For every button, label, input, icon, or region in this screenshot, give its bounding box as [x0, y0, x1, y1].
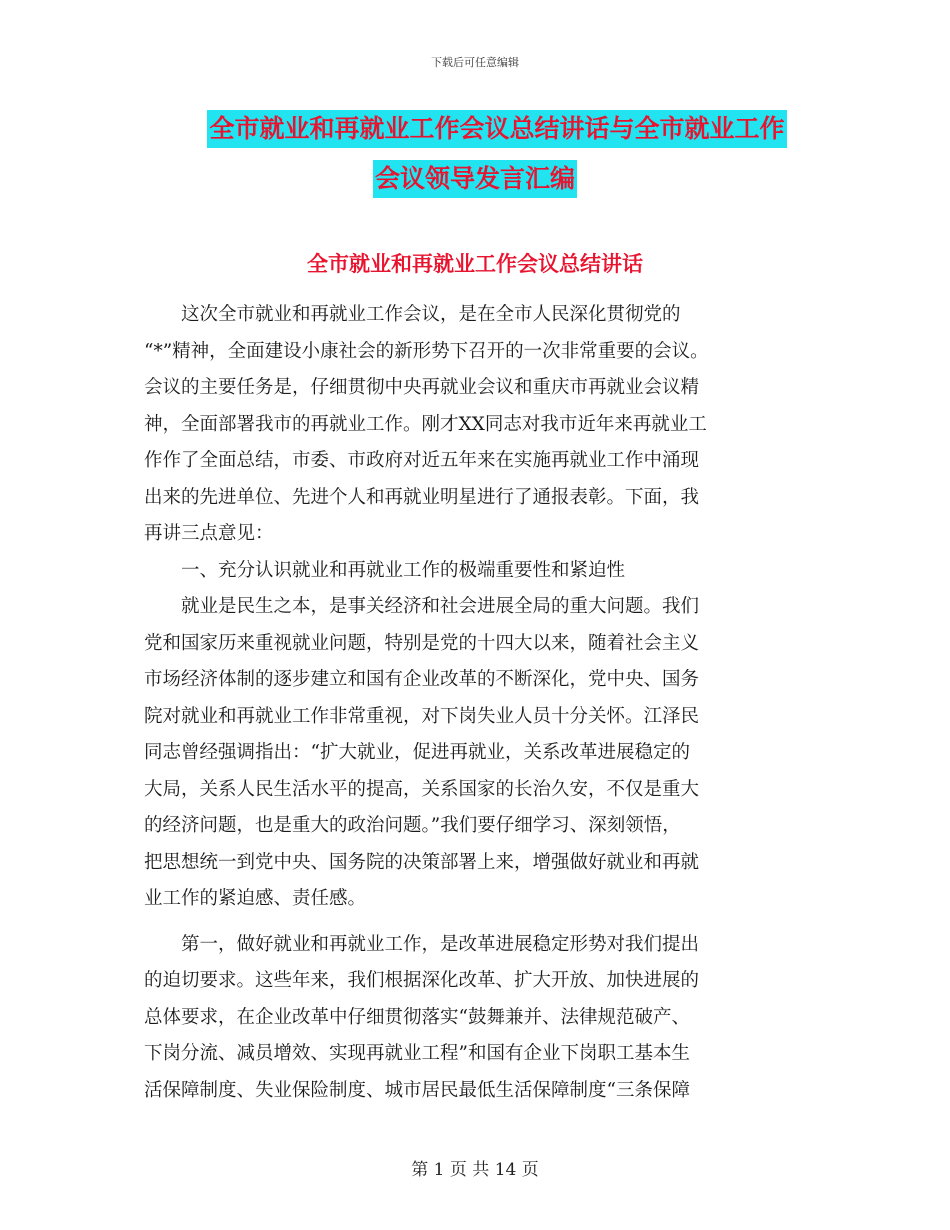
body-line: 的经济问题，也是重大的政治问题。”我们要仔细学习、深刻领悟，	[144, 815, 681, 836]
body-text	[144, 297, 824, 1109]
body-line: 再讲三点意见：	[144, 523, 274, 544]
body-line: 第一，做好就业和再就业工作，是改革进展稳定形势对我们提出	[144, 933, 700, 955]
body-line: 的迫切要求。这些年来，我们根据深化改革、扩大开放、加快进展的	[144, 970, 700, 991]
body-line: 市场经济体制的逐步建立和国有企业改革的不断深化，党中央、国务	[144, 669, 700, 690]
body-line: 总体要求，在企业改革中仔细贯彻落实“鼓舞兼并、法律规范破产、	[144, 1006, 690, 1028]
body-line: 神，全面部署我市的再就业工作。刚才XX同志对我市近年来再就业工	[144, 413, 707, 435]
body-line: 把思想统一到党中央、国务院的决策部署上来，增强做好就业和再就	[144, 851, 700, 873]
body-line: “*”精神，全面建设小康社会的新形势下召开的一次非常重要的会议。	[144, 340, 709, 362]
header-note: 下载后可任意编辑	[431, 56, 519, 69]
body-line: 就业是民生之本，是事关经济和社会进展全局的重大问题。我们	[144, 596, 700, 617]
title-line-1: 全市就业和再就业工作会议总结讲话与全市就业工作	[207, 110, 786, 148]
body-line: 大局，关系人民生活水平的提高，关系国家的长治久安，不仅是重大	[144, 778, 700, 800]
body-line: 活保障制度、失业保险制度、城市居民最低生活保障制度“三条保障	[144, 1079, 690, 1101]
body-line: 出来的先进单位、先进个人和再就业明星进行了通报表彰。下面，我	[144, 486, 700, 508]
body-line: 党和国家历来重视就业问题，特别是党的十四大以来，随着社会主义	[144, 632, 700, 654]
body-line: 这次全市就业和再就业工作会议，是在全市人民深化贯彻党的	[144, 304, 681, 325]
body-line: 同志曾经强调指出：“扩大就业，促进再就业，关系改革进展稳定的	[144, 742, 690, 763]
document-title	[0, 110, 950, 198]
page-number-footer: 第 1 页 共 14 页	[411, 1160, 539, 1180]
title-line-2: 会议领导发言汇编	[373, 160, 577, 198]
body-line: 会议的主要任务是，仔细贯彻中央再就业会议和重庆市再就业会议精	[144, 377, 700, 398]
section-title: 全市就业和再就业工作会议总结讲话	[307, 252, 643, 276]
section-heading: 一、充分认识就业和再就业工作的极端重要性和紧迫性	[144, 559, 626, 581]
body-line: 作作了全面总结，市委、市政府对近五年来在实施再就业工作中涌现	[144, 450, 700, 471]
body-line: 院对就业和再就业工作非常重视，对下岗失业人员十分关怀。江泽民	[144, 705, 700, 727]
body-line: 业工作的紧迫感、责任感。	[144, 888, 367, 909]
body-line: 下岗分流、减员增效、实现再就业工程”和国有企业下岗职工基本生	[144, 1043, 690, 1064]
